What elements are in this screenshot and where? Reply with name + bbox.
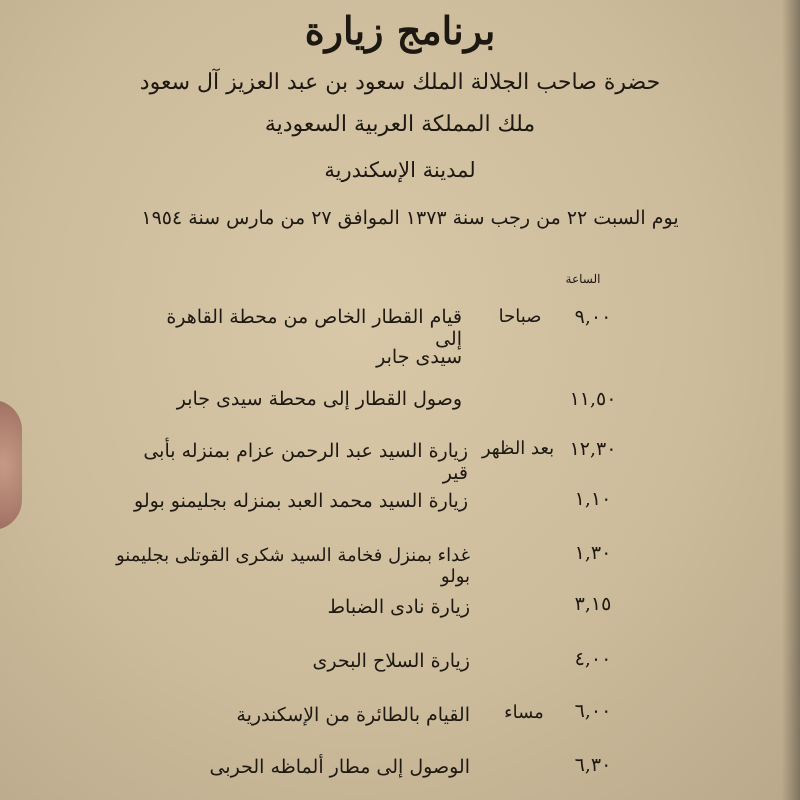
schedule-time: ٣,١٥ — [574, 593, 612, 615]
schedule-time: ٩,٠٠ — [574, 306, 612, 328]
schedule-event-continued: سيدى جابر — [376, 346, 462, 368]
schedule-event: القيام بالطائرة من الإسكندرية — [236, 704, 470, 726]
schedule-event: زيارة السيد محمد العبد بمنزله بجليمنو بولو — [134, 490, 468, 512]
schedule-event: غداء بمنزل فخامة السيد شكرى القوتلى بجليمنو بولو — [116, 545, 470, 587]
schedule-event: زيارة السلاح البحرى — [312, 650, 470, 672]
schedule-event: زيارة نادى الضباط — [327, 596, 470, 618]
city-line: لمدينة الإسكندرية — [324, 158, 476, 182]
schedule-period: بعد الظهر — [481, 438, 555, 459]
schedule-period: صباحا — [498, 306, 542, 327]
schedule-time: ٦,٠٠ — [574, 700, 612, 722]
schedule-time: ٤,٠٠ — [574, 648, 612, 670]
schedule-event: وصول القطار إلى محطة سيدى جابر — [176, 388, 462, 410]
addressee-line: حضرة صاحب الجلالة الملك سعود بن عبد العزيز آل سعود — [139, 70, 661, 95]
schedule-time: ١١,٥٠ — [569, 388, 617, 410]
date-line: يوم السبت ٢٢ من رجب سنة ١٣٧٣ الموافق ٢٧ من مارس سنة ١٩٥٤ — [141, 207, 679, 229]
holding-finger — [0, 400, 22, 530]
schedule-event: الوصول إلى مطار ألماظه الحربى — [209, 756, 470, 778]
schedule-event: قيام القطار الخاص من محطة القاهرة إلى — [166, 306, 462, 350]
kingdom-line: ملك المملكة العربية السعودية — [264, 112, 536, 137]
schedule-time: ١,١٠ — [574, 488, 612, 510]
schedule-time: ١٢,٣٠ — [569, 438, 617, 460]
document-title: برنامج زيارة — [304, 8, 496, 53]
schedule-period: مساء — [504, 702, 544, 723]
schedule-time: ٦,٣٠ — [574, 754, 612, 776]
schedule-time: ١,٣٠ — [574, 542, 612, 564]
hour-column-header: الساعة — [565, 272, 601, 286]
schedule-event: زيارة السيد عبد الرحمن عزام بمنزله بأبى قير — [143, 440, 468, 484]
